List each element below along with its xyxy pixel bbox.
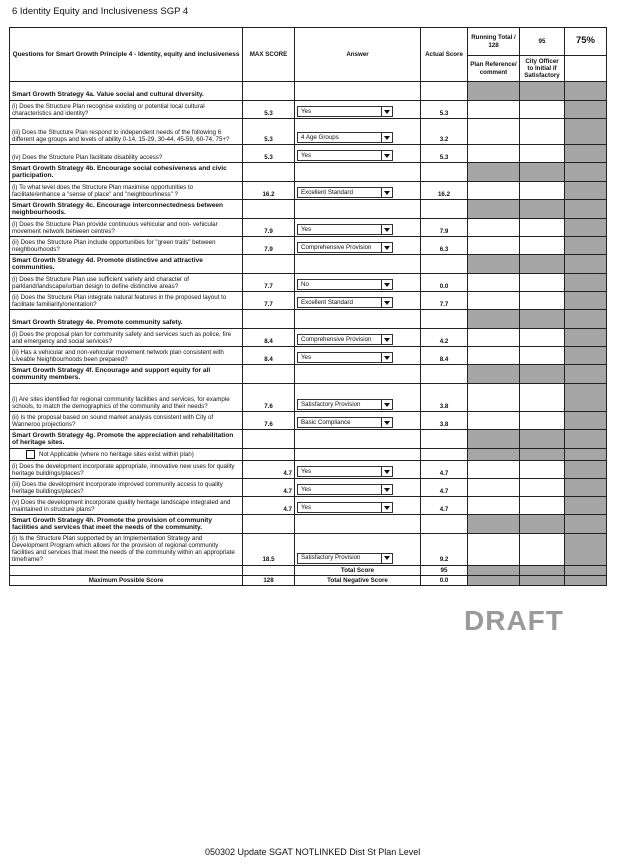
question-text: (iv) Does the Structure Plan facilitate disability access? — [10, 145, 243, 163]
max-score: 5.3 — [243, 101, 295, 119]
blank-cell — [243, 82, 295, 101]
section-heading: Smart Growth Strategy 4c. Encourage interconnectedness between neighbourhoods. — [10, 200, 243, 219]
answer-value: Yes — [301, 107, 312, 115]
blank-cell — [421, 430, 468, 449]
city-officer-cell[interactable] — [520, 461, 565, 479]
blank-cell — [243, 565, 295, 575]
section-heading: Smart Growth Strategy 4e. Promote community safety. — [10, 310, 243, 329]
shaded-cell — [520, 565, 565, 575]
blank-cell — [243, 430, 295, 449]
shaded-cell — [468, 200, 520, 219]
blank-cell — [421, 310, 468, 329]
question-row — [10, 497, 607, 515]
city-officer-cell[interactable] — [520, 119, 565, 145]
city-officer-cell[interactable] — [520, 384, 565, 412]
chevron-down-icon[interactable] — [381, 335, 392, 344]
shaded-cell — [565, 534, 607, 566]
shaded-cell — [565, 329, 607, 347]
question-row — [10, 274, 607, 292]
chevron-down-icon[interactable] — [381, 353, 392, 362]
answer-dropdown[interactable] — [297, 279, 393, 290]
chevron-down-icon[interactable] — [381, 280, 392, 289]
blank-cell — [243, 163, 295, 182]
question-row — [10, 534, 607, 566]
chevron-down-icon[interactable] — [381, 107, 392, 116]
chevron-down-icon[interactable] — [381, 151, 392, 160]
max-score: 5.3 — [243, 145, 295, 163]
plan-reference-cell[interactable] — [468, 182, 520, 200]
blank-cell — [295, 515, 421, 534]
question-row — [10, 347, 607, 365]
blank-cell — [243, 449, 295, 461]
plan-reference-cell[interactable] — [468, 479, 520, 497]
plan-reference-cell[interactable] — [468, 292, 520, 310]
shaded-cell — [565, 292, 607, 310]
city-officer-cell[interactable] — [520, 412, 565, 430]
chevron-down-icon[interactable] — [381, 400, 392, 409]
answer-value: Comprehensive Provision — [301, 335, 372, 343]
plan-reference-cell[interactable] — [468, 329, 520, 347]
shaded-cell — [468, 575, 520, 585]
question-text: (i) To what level does the Structure Plan maximise opportunities to facilitate/enhance a "sense of place" and "neighbourliness" ? — [10, 182, 243, 200]
section-row — [10, 82, 607, 101]
scoring-table — [9, 27, 607, 586]
chevron-down-icon[interactable] — [381, 298, 392, 307]
answer-value: Yes — [301, 353, 312, 361]
city-officer-cell[interactable] — [520, 237, 565, 255]
header-questions: Questions for Smart Growth Principle 4 - Identity, equity and inclusiveness — [10, 28, 243, 82]
question-row — [10, 237, 607, 255]
header-running-total: Running Total / 128 — [468, 28, 520, 56]
not-applicable-checkbox[interactable] — [26, 450, 35, 459]
question-row — [10, 182, 607, 200]
max-score: 16.2 — [243, 182, 295, 200]
section-row — [10, 255, 607, 274]
answer-value: Satisfactory Provision — [301, 554, 361, 562]
shaded-cell — [468, 255, 520, 274]
actual-score: 0.0 — [421, 274, 468, 292]
answer-value: Yes — [301, 467, 312, 475]
section-row — [10, 163, 607, 182]
max-score: 4.7 — [243, 497, 295, 515]
city-officer-cell[interactable] — [520, 145, 565, 163]
shaded-cell — [565, 237, 607, 255]
answer-dropdown[interactable] — [297, 334, 393, 345]
max-score: 7.9 — [243, 219, 295, 237]
question-row — [10, 119, 607, 145]
shaded-cell — [520, 575, 565, 585]
shaded-cell — [520, 449, 565, 461]
section-heading: Smart Growth Strategy 4d. Promote distinctive and attractive communities. — [10, 255, 243, 274]
plan-reference-cell[interactable] — [468, 412, 520, 430]
blank-cell — [243, 255, 295, 274]
shaded-cell — [565, 182, 607, 200]
blank-cell — [421, 163, 468, 182]
question-row — [10, 101, 607, 119]
shaded-cell — [565, 163, 607, 182]
max-possible-label: Maximum Possible Score — [10, 575, 243, 585]
chevron-down-icon[interactable] — [381, 503, 392, 512]
shaded-cell — [565, 479, 607, 497]
blank-cell — [243, 200, 295, 219]
blank-cell — [295, 200, 421, 219]
answer-dropdown[interactable] — [297, 399, 393, 410]
header-answer: Answer — [295, 28, 421, 82]
shaded-cell — [565, 430, 607, 449]
city-officer-cell[interactable] — [520, 534, 565, 566]
question-text: (i) Does the proposal plan for community safety and services such as police, fire and emergency and social services? — [10, 329, 243, 347]
answer-dropdown[interactable] — [297, 187, 393, 198]
total-negative-value: 0.0 — [421, 575, 468, 585]
max-score: 7.7 — [243, 292, 295, 310]
actual-score: 4.2 — [421, 329, 468, 347]
shaded-cell — [565, 384, 607, 412]
shaded-cell — [565, 119, 607, 145]
plan-reference-cell[interactable] — [468, 145, 520, 163]
answer-value: 4 Age Groups — [301, 133, 339, 141]
section-heading: Smart Growth Strategy 4h. Promote the provision of community facilities and services that meet the needs of the community. — [10, 515, 243, 534]
chevron-down-icon[interactable] — [381, 225, 392, 234]
max-score: 4.7 — [243, 461, 295, 479]
shaded-cell — [565, 347, 607, 365]
answer-dropdown[interactable] — [297, 150, 393, 161]
answer-dropdown[interactable] — [297, 484, 393, 495]
plan-reference-cell[interactable] — [468, 347, 520, 365]
blank-cell — [295, 82, 421, 101]
not-applicable-label: Not Applicable (where no heritage sites exist within plan) — [39, 450, 194, 458]
answer-dropdown[interactable] — [297, 106, 393, 117]
shaded-cell — [520, 310, 565, 329]
max-score: 7.7 — [243, 274, 295, 292]
answer-dropdown[interactable] — [297, 553, 393, 564]
section-row — [10, 365, 607, 384]
section-heading: Smart Growth Strategy 4b. Encourage social cohesiveness and civic participation. — [10, 163, 243, 182]
actual-score: 7.9 — [421, 219, 468, 237]
blank-cell — [243, 515, 295, 534]
max-score: 5.3 — [243, 119, 295, 145]
city-officer-cell[interactable] — [520, 292, 565, 310]
answer-dropdown[interactable] — [297, 466, 393, 477]
header-max-score: MAX SCORE — [243, 28, 295, 82]
shaded-cell — [565, 219, 607, 237]
shaded-cell — [520, 163, 565, 182]
blank-cell — [421, 200, 468, 219]
answer-value: Yes — [301, 151, 312, 159]
shaded-cell — [468, 565, 520, 575]
shaded-cell — [468, 82, 520, 101]
shaded-cell — [565, 412, 607, 430]
question-text: (i) Does the development incorporate appropriate, innovative new uses for quality heritage buildings/places? — [10, 461, 243, 479]
city-officer-cell[interactable] — [520, 219, 565, 237]
question-text: (i) Does the Structure Plan use sufficient variety and character of parkland/landscape/urban design to define distinctive areas? — [10, 274, 243, 292]
section-heading: Smart Growth Strategy 4a. Value social and cultural diversity. — [10, 82, 243, 101]
question-text: (i) Does the Structure Plan provide continuous vehicular and non- vehicular movement network between centres? — [10, 219, 243, 237]
actual-score: 5.3 — [421, 101, 468, 119]
city-officer-cell[interactable] — [520, 101, 565, 119]
max-score: 8.4 — [243, 329, 295, 347]
shaded-cell — [520, 200, 565, 219]
shaded-cell — [565, 575, 607, 585]
city-officer-cell[interactable] — [520, 347, 565, 365]
actual-score: 4.7 — [421, 497, 468, 515]
total-score-value: 95 — [421, 565, 468, 575]
total-negative-label: Total Negative Score — [295, 575, 421, 585]
plan-reference-cell[interactable] — [468, 101, 520, 119]
city-officer-cell[interactable] — [520, 479, 565, 497]
shaded-cell — [565, 497, 607, 515]
shaded-cell — [565, 145, 607, 163]
question-text: (iii) Does the Structure Plan respond to independent needs of the following 6 different age groups and levels of ability 0-14, 15-29, 30-44, 45-59, 60-74, 75+? — [10, 119, 243, 145]
shaded-cell — [565, 365, 607, 384]
answer-value: Excellent Standard — [301, 298, 353, 306]
actual-score: 4.7 — [421, 479, 468, 497]
shaded-cell — [468, 365, 520, 384]
city-officer-cell[interactable] — [520, 182, 565, 200]
answer-value: No — [301, 280, 309, 288]
answer-dropdown[interactable] — [297, 242, 393, 253]
question-row — [10, 145, 607, 163]
chevron-down-icon[interactable] — [381, 243, 392, 252]
shaded-cell — [520, 82, 565, 101]
plan-reference-cell[interactable] — [468, 119, 520, 145]
plan-reference-cell[interactable] — [468, 274, 520, 292]
blank-cell — [295, 430, 421, 449]
question-row — [10, 412, 607, 430]
shaded-cell — [565, 461, 607, 479]
shaded-cell — [565, 274, 607, 292]
plan-reference-cell[interactable] — [468, 497, 520, 515]
actual-score: 3.8 — [421, 412, 468, 430]
question-row — [10, 292, 607, 310]
shaded-cell — [565, 449, 607, 461]
blank-cell — [295, 163, 421, 182]
max-possible-value: 128 — [243, 575, 295, 585]
actual-score: 4.7 — [421, 461, 468, 479]
blank-cell — [295, 449, 421, 461]
question-text: (ii) Does the Structure Plan integrate natural features in the proposed layout to facilitate familiarity/orientation? — [10, 292, 243, 310]
answer-dropdown[interactable] — [297, 297, 393, 308]
answer-dropdown[interactable] — [297, 352, 393, 363]
blank-cell — [421, 449, 468, 461]
chevron-down-icon[interactable] — [381, 554, 392, 563]
shaded-cell — [565, 310, 607, 329]
plan-reference-cell[interactable] — [468, 384, 520, 412]
question-text: (ii) Does the Structure Plan include opportunities for "green trails" between neighbourhoods? — [10, 237, 243, 255]
header-actual-score: Actual Score — [421, 28, 468, 82]
blank-cell — [421, 515, 468, 534]
shaded-cell — [468, 163, 520, 182]
shaded-cell — [565, 515, 607, 534]
not-applicable-row — [10, 449, 607, 461]
section-row — [10, 310, 607, 329]
section-row — [10, 200, 607, 219]
shaded-cell — [565, 200, 607, 219]
question-row — [10, 384, 607, 412]
shaded-cell — [565, 101, 607, 119]
section-row — [10, 515, 607, 534]
shaded-cell — [468, 449, 520, 461]
answer-value: Yes — [301, 225, 312, 233]
actual-score: 6.3 — [421, 237, 468, 255]
chevron-down-icon[interactable] — [381, 485, 392, 494]
blank-cell — [295, 255, 421, 274]
question-text: (ii) Has a vehicular and non-vehicular movement network plan consistent with Liveable Neighbourhoods been prepared? — [10, 347, 243, 365]
plan-reference-cell[interactable] — [468, 534, 520, 566]
actual-score: 3.2 — [421, 119, 468, 145]
answer-value: Comprehensive Provision — [301, 243, 372, 251]
shaded-cell — [520, 255, 565, 274]
header-plan-reference: Plan Reference/ comment — [468, 56, 520, 82]
question-row — [10, 461, 607, 479]
chevron-down-icon[interactable] — [381, 133, 392, 142]
section-heading: Smart Growth Strategy 4g. Promote the appreciation and rehabilitation of heritage sites. — [10, 430, 243, 449]
shaded-cell — [565, 255, 607, 274]
question-text: (v) Does the development incorporate quality heritage landscape integrated and maintained in structure plans? — [10, 497, 243, 515]
blank-cell — [421, 255, 468, 274]
max-score: 18.5 — [243, 534, 295, 566]
question-text: (i) Are sites identified for regional community facilities and services, for example schools, to match the demographics of the community and their needs? — [10, 384, 243, 412]
plan-reference-cell[interactable] — [468, 219, 520, 237]
answer-dropdown[interactable] — [297, 132, 393, 143]
actual-score: 3.8 — [421, 384, 468, 412]
shaded-cell — [468, 515, 520, 534]
actual-score: 8.4 — [421, 347, 468, 365]
total-score-label: Total Score — [295, 565, 421, 575]
shaded-cell — [468, 310, 520, 329]
answer-value: Yes — [301, 503, 312, 511]
max-score: 7.6 — [243, 384, 295, 412]
answer-value: Basic Compliance — [301, 418, 351, 426]
actual-score: 16.2 — [421, 182, 468, 200]
max-score: 7.9 — [243, 237, 295, 255]
blank-cell — [421, 82, 468, 101]
max-score: 7.6 — [243, 412, 295, 430]
answer-value: Satisfactory Provision — [301, 400, 361, 408]
page-title: 6 Identity Equity and Inclusiveness SGP 4 — [12, 6, 189, 17]
header-city-officer: City Officer to Initial if Satisfactory — [520, 56, 565, 82]
chevron-down-icon[interactable] — [381, 418, 392, 427]
max-score: 4.7 — [243, 479, 295, 497]
footer-text: 050302 Update SGAT NOTLINKED Dist St Plan Level — [205, 847, 421, 857]
max-score: 8.4 — [243, 347, 295, 365]
shaded-cell — [520, 430, 565, 449]
city-officer-cell[interactable] — [520, 497, 565, 515]
actual-score: 5.3 — [421, 145, 468, 163]
answer-dropdown[interactable] — [297, 224, 393, 235]
answer-value: Excellent Standard — [301, 188, 353, 196]
actual-score: 9.2 — [421, 534, 468, 566]
shaded-cell — [520, 365, 565, 384]
question-row — [10, 219, 607, 237]
blank-cell — [295, 310, 421, 329]
header-total-value: 95 — [520, 28, 565, 56]
question-text: (i) Does the Structure Plan recognise existing or potential local cultural characteristics and identity? — [10, 101, 243, 119]
answer-value: Yes — [301, 485, 312, 493]
chevron-down-icon[interactable] — [381, 467, 392, 476]
shaded-cell — [565, 565, 607, 575]
chevron-down-icon[interactable] — [381, 188, 392, 197]
answer-dropdown[interactable] — [297, 502, 393, 513]
question-row — [10, 329, 607, 347]
blank-cell — [421, 365, 468, 384]
blank-cell — [243, 365, 295, 384]
question-row — [10, 479, 607, 497]
answer-dropdown[interactable] — [297, 417, 393, 428]
header-percent: 75% — [565, 28, 607, 56]
section-heading: Smart Growth Strategy 4f. Encourage and support equity for all community members. — [10, 365, 243, 384]
actual-score: 7.7 — [421, 292, 468, 310]
blank-cell — [295, 365, 421, 384]
plan-reference-cell[interactable] — [468, 461, 520, 479]
draft-stamp: DRAFT — [464, 605, 564, 636]
shaded-cell — [565, 56, 607, 82]
city-officer-cell[interactable] — [520, 274, 565, 292]
question-text: (i) Is the Structure Plan supported by an Implementation Strategy and Development Program which allows for the provision of regional community facilities and services that meet the needs of the community within an appropriate timeframe? — [10, 534, 243, 566]
blank-cell — [243, 310, 295, 329]
section-row — [10, 430, 607, 449]
shaded-cell — [468, 430, 520, 449]
question-text: (ii) Is the proposal based on sound market analysis consistent with City of Wanneroo projections? — [10, 412, 243, 430]
city-officer-cell[interactable] — [520, 329, 565, 347]
plan-reference-cell[interactable] — [468, 237, 520, 255]
shaded-cell — [565, 82, 607, 101]
blank-cell — [10, 565, 243, 575]
shaded-cell — [520, 515, 565, 534]
question-text: (iii) Does the development incorporate improved community access to quality heritage buildings/places? — [10, 479, 243, 497]
